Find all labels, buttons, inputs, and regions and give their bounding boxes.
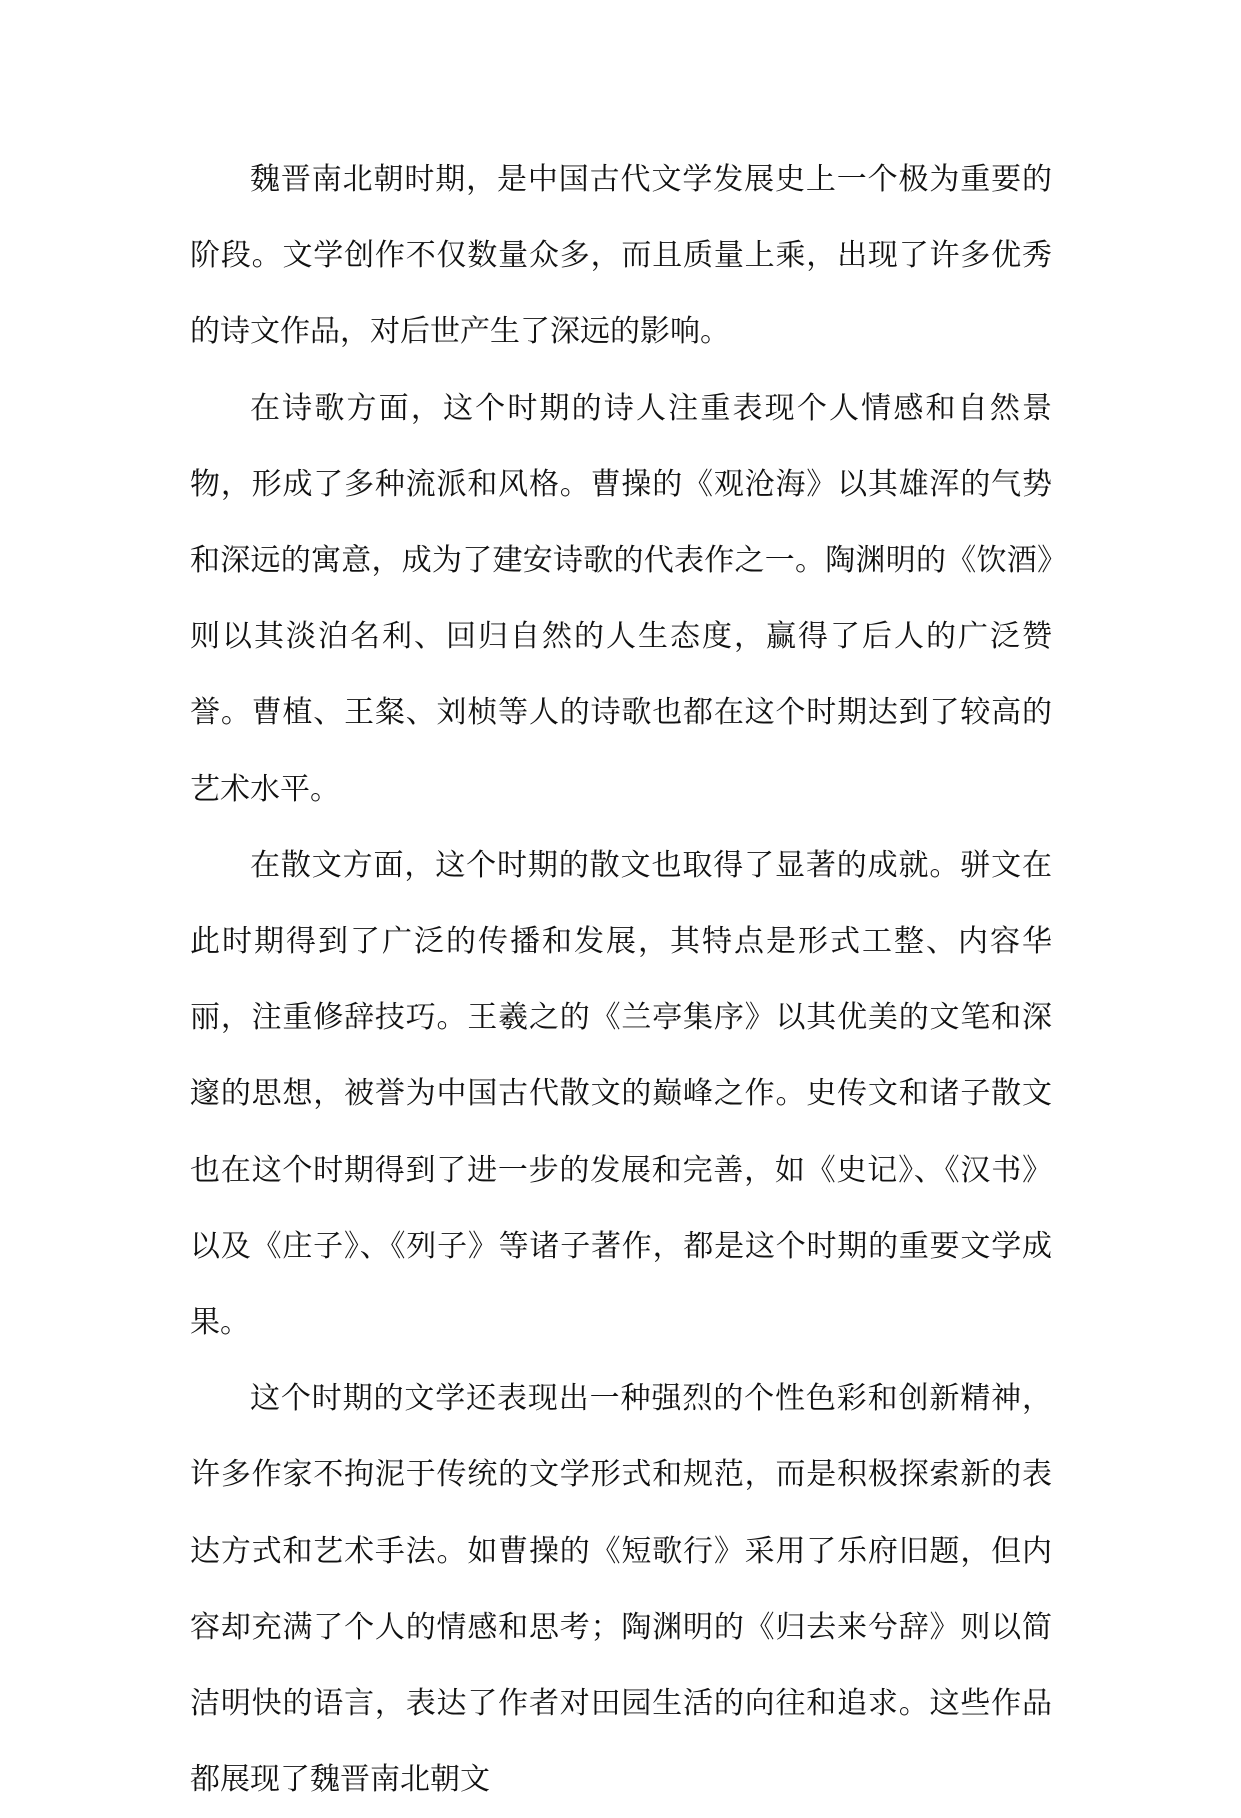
- paragraph-poetry: 在诗歌方面，这个时期的诗人注重表现个人情感和自然景物，形成了多种流派和风格。曹操的《观沧海》以其雄浑的气势和深远的寓意，成为了建安诗歌的代表作之一。陶渊明的《饮酒》则以其淡泊名利、回归自然的人生态度，赢得了后人的广泛赞誉。曹植、王粲、刘桢等人的诗歌也都在这个时期达到了较高的艺术水平。: [190, 390, 1052, 807]
- document-body: [190, 142, 1052, 1818]
- paragraph-prose: 在散文方面，这个时期的散文也取得了显著的成就。骈文在此时期得到了广泛的传播和发展，其特点是形式工整、内容华丽，注重修辞技巧。王羲之的《兰亭集序》以其优美的文笔和深邃的思想，被誉为中国古代散文的巅峰之作。史传文和诸子散文也在这个时期得到了进一步的发展和完善，如《史记》、《汉书》以及《庄子》、《列子》等诸子著作，都是这个时期的重要文学成果。: [190, 847, 1052, 1341]
- paragraph-innovation: 这个时期的文学还表现出一种强烈的个性色彩和创新精神，许多作家不拘泥于传统的文学形式和规范，而是积极探索新的表达方式和艺术手法。如曹操的《短歌行》采用了乐府旧题，但内容却充满了个人的情感和思考；陶渊明的《归去来兮辞》则以简洁明快的语言，表达了作者对田园生活的向往和追求。这些作品都展现了魏晋南北朝文: [190, 1381, 1052, 1798]
- paragraph-intro: 魏晋南北朝时期，是中国古代文学发展史上一个极为重要的阶段。文学创作不仅数量众多，而且质量上乘，出现了许多优秀的诗文作品，对后世产生了深远的影响。: [190, 162, 1052, 350]
